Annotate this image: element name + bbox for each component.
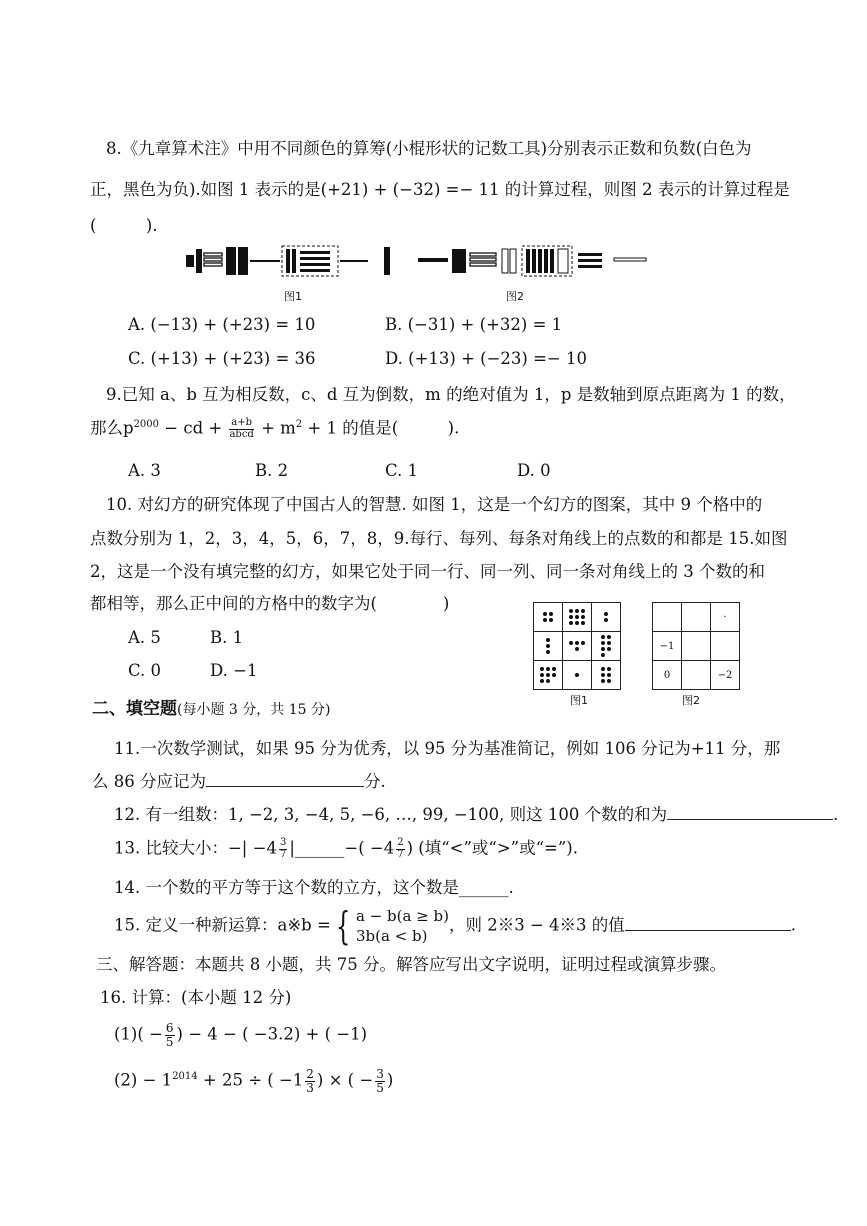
q9-option-a: A. 3	[128, 461, 161, 480]
q12-text: 12. 有一组数：1, −2, 3, −4, 5, −6, …, 99, −100, 则这 100 个数的和为	[114, 805, 668, 824]
q11-answer-blank	[206, 772, 364, 787]
q11-line2-pre: 么 86 分应记为	[92, 772, 206, 791]
q8-line3: ( ).	[90, 216, 158, 235]
q16-p1-num: 6	[165, 1021, 174, 1035]
q9-option-b: B. 2	[255, 461, 289, 480]
q15-case2: 3b(a < b)	[355, 927, 428, 945]
q9-line1: 9.已知 a、b 互为相反数，c、d 互为倒数，m 的绝对值为 1，p 是数轴到原点距离为 1 的数，	[106, 385, 796, 404]
q15-line	[114, 906, 796, 946]
grid-cell: 0	[653, 661, 682, 690]
q8-option-a: A. (−13) + (+23) = 10	[128, 315, 316, 334]
q16-p1-pre: (1)( −	[114, 1024, 163, 1044]
dots-cell	[534, 661, 563, 690]
q9-plus-m: + m	[255, 418, 296, 438]
q8-option-d: D. (+13) + (−23) =− 10	[385, 349, 587, 368]
dots-cell	[592, 632, 621, 661]
q9-pre: 那么p	[90, 418, 134, 438]
q10-figure1-caption: 图1	[570, 694, 588, 707]
section2-heading	[92, 699, 330, 719]
grid-cell: −1	[653, 632, 682, 661]
q12-line	[114, 805, 838, 825]
q16-p2-num2: 3	[376, 1067, 384, 1081]
q15-end: .	[790, 915, 797, 935]
q13-blank: ______	[294, 838, 345, 858]
section2-note: (每小题 3 分，共 15 分)	[177, 702, 331, 718]
q14-line	[114, 878, 514, 898]
q15-piecewise	[331, 906, 449, 946]
q11-line1: 11.一次数学测试，如果 95 分为优秀，以 95 分为基准简记，例如 106 分记为+11 分，那	[114, 739, 781, 758]
q16-p2-den2: 5	[376, 1080, 384, 1095]
q13-f2-num: 2	[397, 837, 404, 848]
grid-cell	[682, 632, 711, 661]
q13-after: −( −4	[344, 838, 395, 858]
q16-p2-pre: (2) − 1	[114, 1070, 173, 1090]
q9-frac-num: a+b	[231, 417, 253, 428]
section3-heading: 三、解答题：本题共 8 小题，共 75 分。解答应写出文字说明，证明过程或演算步骤。	[96, 955, 726, 974]
q9-expression	[90, 418, 459, 440]
q8-option-b: B. (−31) + (+32) = 1	[385, 315, 563, 334]
q13-f1-num: 3	[279, 837, 287, 848]
q13-mid: |	[289, 838, 295, 858]
q16-p2-num: 2	[306, 1067, 314, 1081]
section2-title: 二、填空题	[92, 699, 177, 719]
dots-cell	[592, 661, 621, 690]
q15-case1: a − b(a ≥ b)	[355, 907, 449, 925]
q15-post: ，则 2※3 − 4※3 的值	[448, 915, 625, 935]
q10-option-a: A. 5	[128, 628, 161, 647]
q16-part1	[114, 1022, 367, 1048]
q16-p2-fraction-1	[305, 1068, 315, 1094]
q10-figure2-caption: 图2	[682, 694, 700, 707]
q10-line3: 2，这是一个没有填完整的幻方，如果它处于同一行、同一列、同一条对角线上的 3 个数的和	[90, 562, 765, 581]
q16-p2-den: 3	[306, 1080, 314, 1095]
q11-line2-post: 分.	[364, 772, 386, 791]
grid-cell	[682, 603, 711, 632]
q16-p2-mid: + 25 ÷ ( −1	[197, 1070, 304, 1090]
magic-square-figure-1	[533, 602, 621, 690]
q12-answer-blank	[667, 805, 833, 820]
q8-line2: 正，黑色为负).如图 1 表示的是(+21) + (−32) =− 11 的计算过程，则图 2 表示的计算过程是	[90, 180, 790, 199]
grid-cell	[682, 661, 711, 690]
brace-icon: {	[335, 904, 351, 948]
q16-p1-post: ) − 4 − ( −3.2) + ( −1)	[176, 1024, 368, 1044]
counting-rods-figure-2	[418, 243, 648, 283]
q9-exp-2: 2	[295, 419, 303, 430]
q16-part2	[114, 1068, 393, 1094]
dots-cell	[534, 603, 563, 632]
dots-cell	[563, 632, 592, 661]
q14-text: 14. 一个数的平方等于这个数的立方，这个数是	[114, 878, 459, 897]
q8-figure1-caption: 图1	[284, 290, 302, 303]
q8-figure2-caption: 图2	[506, 290, 524, 303]
dots-cell	[563, 661, 592, 690]
q15-answer-blank	[625, 916, 791, 931]
q13-line	[114, 838, 578, 860]
dots-cell	[592, 603, 621, 632]
q8-line1: 8.《九章算术注》中用不同颜色的算筹(小棍形状的记数工具)分别表示正数和负数(白色为	[106, 139, 752, 158]
magic-square-figure-2	[652, 602, 740, 690]
q11-line2	[92, 772, 386, 792]
q10-line2: 点数分别为 1，2，3，4，5，6，7，8，9.每行、每列、每条对角线上的点数的和都是 15.如图	[90, 529, 788, 548]
q10-line1: 10. 对幻方的研究体现了中国古人的智慧. 如图 1，这是一个幻方的图案，其中 9 个格中的	[106, 495, 763, 514]
q14-blank: ______	[459, 878, 509, 897]
q13-f1-den: 7	[279, 848, 287, 860]
q10-option-c: C. 0	[128, 661, 162, 680]
q16-title: 16. 计算：(本小题 12 分)	[100, 988, 292, 1007]
q9-exp-2000: 2000	[133, 419, 160, 430]
q13-tail: ) (填“<”或“>”或“=”).	[406, 838, 578, 858]
grid-cell	[711, 632, 740, 661]
grid-cell	[653, 603, 682, 632]
q9-fraction	[229, 418, 253, 440]
q16-p2-exp: 2014	[172, 1071, 198, 1083]
q13-fraction-1	[279, 838, 287, 860]
q9-minus-cd: − cd +	[159, 418, 228, 438]
q9-frac-den: abcd	[229, 428, 254, 440]
q16-p2-mid2: ) × ( −	[316, 1070, 374, 1090]
q13-fraction-2	[396, 838, 404, 860]
grid-cell: ·	[711, 603, 740, 632]
grid-cell: −2	[711, 661, 740, 690]
counting-rods-figure-1	[186, 243, 396, 283]
q8-option-c: C. (+13) + (+23) = 36	[128, 349, 316, 368]
dots-cell	[534, 632, 563, 661]
q9-option-c: C. 1	[385, 461, 419, 480]
q16-p1-fraction	[165, 1022, 175, 1048]
q10-option-b: B. 1	[210, 628, 244, 647]
q9-tail: + 1 的值是( ).	[302, 418, 460, 438]
q13-f2-den: 7	[397, 848, 404, 860]
q10-line4: 都相等，那么正中间的方格中的数字为( )	[90, 594, 450, 613]
q15-pre: 15. 定义一种新运算：a※b =	[114, 915, 331, 935]
q10-option-d: D. −1	[210, 661, 258, 680]
q16-p1-den: 5	[165, 1034, 174, 1049]
q16-p2-fraction-2	[375, 1068, 385, 1094]
q14-end: .	[508, 878, 514, 897]
q9-option-d: D. 0	[517, 461, 551, 480]
q12-end: .	[833, 805, 839, 824]
q16-p2-end: )	[386, 1070, 394, 1090]
dots-cell	[563, 603, 592, 632]
q13-pre: 13. 比较大小：−| −4	[114, 838, 277, 858]
